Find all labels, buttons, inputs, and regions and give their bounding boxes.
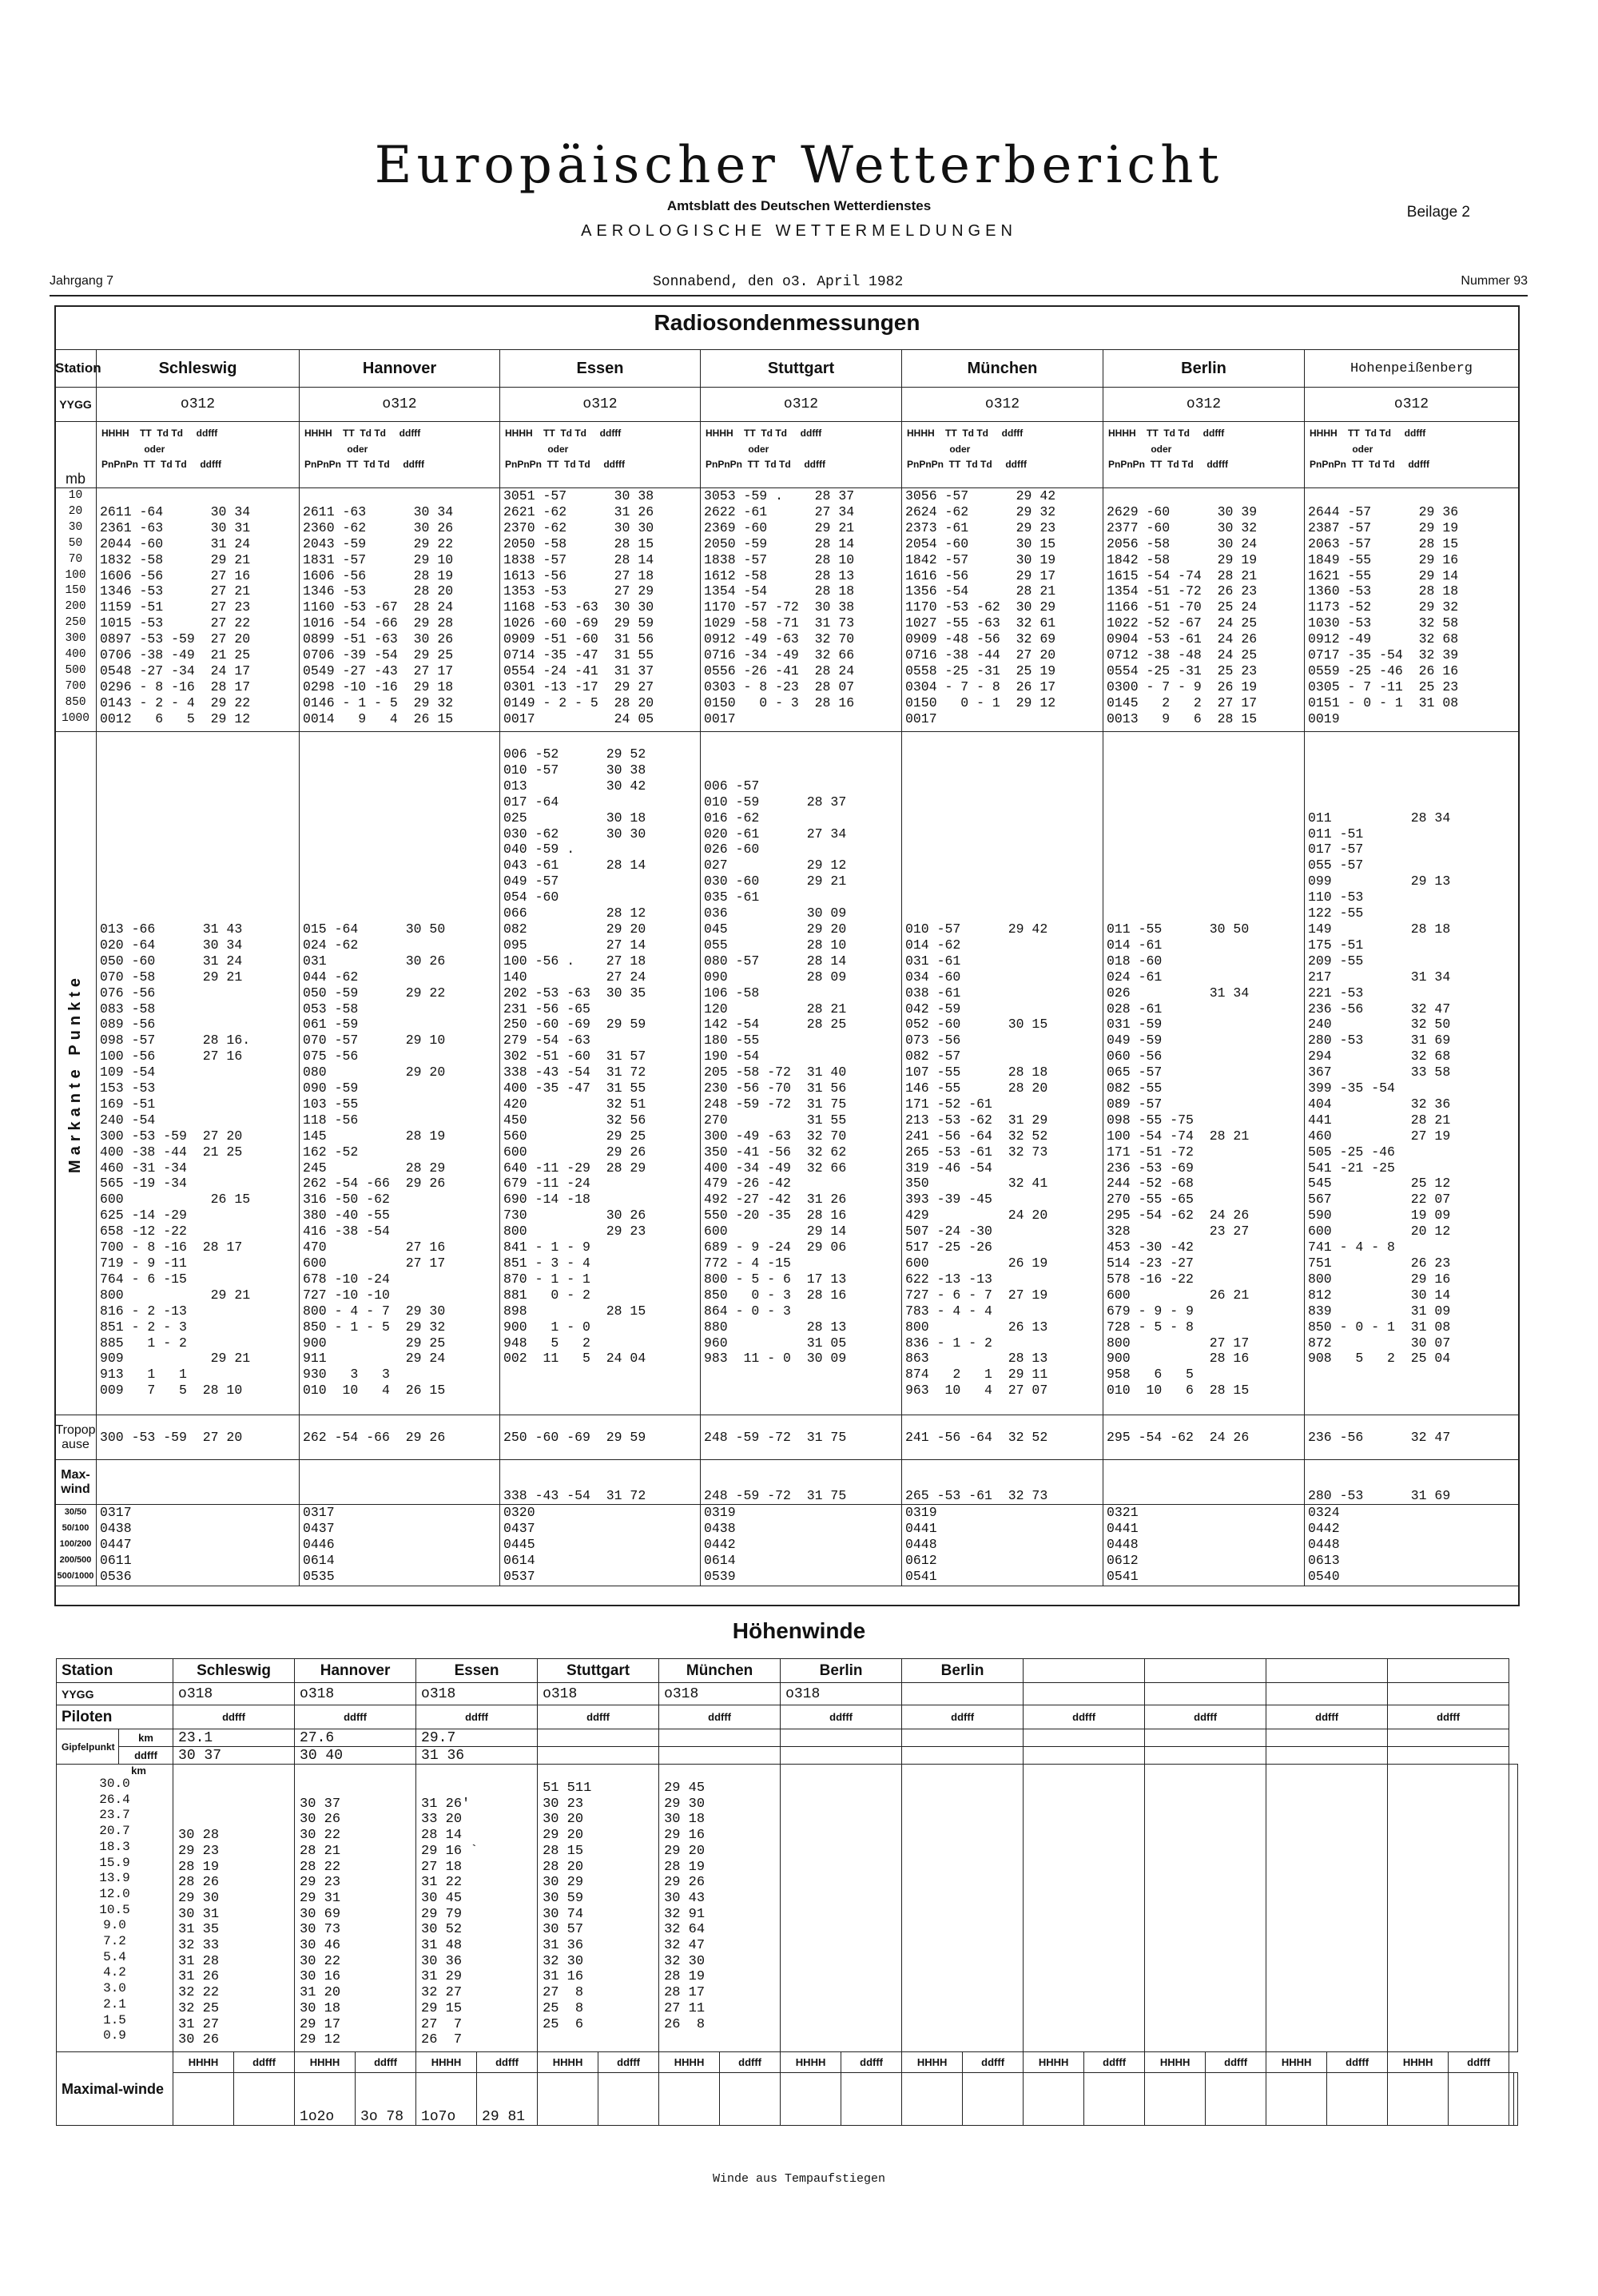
tropopause-value: 248 -59 -72 31 75 — [701, 1415, 902, 1460]
tropopause-label: Tropopause — [55, 1415, 97, 1460]
km-label: km — [119, 1729, 173, 1747]
station-name: Hannover — [300, 350, 500, 388]
markante-column: 011 28 34 011 -51 017 -57 055 -57 099 29 13 110 -53 122 -55 149 28 18 175 -51 209 -55 217 31 34 221 -53 236 -56 32 47 240 32 50 280 -53 31 69 294 32 68 367 33 58 399 -35 -54 404 32 36 441 28 21 460 27 19 505 -25 -46 541 -21 -25 545 25 12 567 22 07 590 19 09 600 20 12 741 - 4 - 8 751 26 23 800 29 16 812 30 14 839 31 09 850 - 0 - 1 31 08 872 30 07 908 5 2 25 04 — [1305, 732, 1519, 1415]
hw-station-name: Stuttgart — [538, 1659, 659, 1683]
shear-labels: 30/50 50/100 100/200 200/500 500/1000 — [55, 1505, 97, 1586]
std-levels-column: 2629 -60 30 39 2377 -60 30 32 2056 -58 30 24 1842 -58 29 19 1615 -54 -74 28 21 1354 -51 -72 26 23 1166 -51 -70 25 24 1022 -52 -67 24 25 0904 -53 -61 24 26 0712 -38 -48 24 25 0554 -25 -31 25 23 0300 - 7 - 9 26 19 0145 2 2 27 17 0013 9 6 28 15 — [1103, 488, 1305, 732]
ddfff-label: ddfff — [234, 2052, 295, 2073]
markante-column: 006 -57 010 -59 28 37 016 -62 020 -61 27 34 026 -60 027 29 12 030 -60 29 21 035 -61 036 30 09 045 29 20 055 28 10 080 -57 28 14 090 28 09 106 -58 120 28 21 142 -54 28 25 180 -55 190 -54 205 -58 -72 31 40 230 -56 -70 31 56 248 -59 -72 31 75 270 31 55 300 -49 -63 32 70 350 -41 -56 32 62 400 -34 -49 32 66 479 -26 -42 492 -27 -42 31 26 550 -20 -35 28 16 600 29 14 689 - 9 -24 29 06 772 - 4 -15 800 - 5 - 6 17 13 850 0 - 3 28 16 864 - 0 - 3 880 28 13 960 31 05 983 11 - 0 30 09 — [701, 732, 902, 1415]
code-header: HHHH TT Td Td ddfff oder PnPnPn TT Td Td ddfff — [500, 422, 701, 488]
markante-column: 013 -66 31 43 020 -64 30 34 050 -60 31 24 070 -58 29 21 076 -56 083 -58 089 -56 098 -57 28 16. 100 -56 27 16 109 -54 153 -53 169 -51 240 -54 300 -53 -59 27 20 400 -38 -44 21 25 460 -31 -34 565 -19 -34 600 26 15 625 -14 -29 658 -12 -22 700 - 8 -16 28 17 719 - 9 -11 764 - 6 -15 800 29 21 816 - 2 -13 851 - 2 - 3 885 1 - 2 909 29 21 913 1 1 009 7 5 28 10 — [97, 732, 300, 1415]
std-levels-column: 2644 -57 29 36 2387 -57 29 19 2063 -57 28 15 1849 -55 29 16 1621 -55 29 14 1360 -53 28 18 1173 -52 29 32 1030 -53 32 58 0912 -49 32 68 0717 -35 -54 32 39 0559 -25 -46 26 16 0305 - 7 -11 25 23 0151 - 0 - 1 31 08 0019 — [1305, 488, 1519, 732]
issue-date: Sonnabend, den o3. April 1982 — [653, 274, 904, 290]
ddfff-label: ddfff — [1327, 2052, 1388, 2073]
ddfff-label: ddfff — [119, 1747, 173, 1765]
hhhh-label: HHHH — [538, 2052, 598, 2073]
hw-station-name: Essen — [416, 1659, 538, 1683]
hhhh-label: HHHH — [781, 2052, 841, 2073]
maxwind-value: 248 -59 -72 31 75 — [701, 1460, 902, 1505]
ddfff-label: ddfff — [538, 1705, 659, 1729]
code-header: HHHH TT Td Td ddfff oder PnPnPn TT Td Td ddfff — [1103, 422, 1305, 488]
km-levels: km 30.0 26.4 23.7 20.7 18.3 15.9 13.9 12.0 10.5 9.0 7.2 5.4 4.2 3.0 2.1 1.5 0.9 — [57, 1765, 173, 2052]
station-name: München — [902, 350, 1103, 388]
hw-station-name: Hannover — [295, 1659, 416, 1683]
hw-yygg-label: YYGG — [57, 1683, 173, 1705]
ddfff-label: ddfff — [1206, 2052, 1266, 2073]
tropopause-value: 236 -56 32 47 — [1305, 1415, 1519, 1460]
hhhh-label: HHHH — [1145, 2052, 1206, 2073]
station-name: Hohenpeißenberg — [1305, 350, 1519, 388]
hw-station-name: Berlin — [902, 1659, 1024, 1683]
std-levels-column: 3053 -59 . 28 37 2622 -61 27 34 2369 -60 29 21 2050 -59 28 14 1838 -57 28 10 1612 -58 28 13 1354 -54 28 18 1170 -57 -72 30 38 1029 -58 -71 31 73 0912 -49 -63 32 70 0716 -34 -49 32 66 0556 -26 -41 28 24 0303 - 8 -23 28 07 0150 0 - 3 28 16 0017 — [701, 488, 902, 732]
ddfff-label: ddfff — [295, 1705, 416, 1729]
tropopause-value: 300 -53 -59 27 20 — [97, 1415, 300, 1460]
maxwind-label: Max-wind — [55, 1460, 97, 1505]
station-name: Essen — [500, 350, 701, 388]
hw-column: 30 37 30 26 30 22 28 21 28 22 29 23 29 31 30 69 30 73 30 46 30 22 30 16 31 20 30 18 29 17 29 12 — [295, 1765, 416, 2052]
markante-column: 011 -55 30 50 014 -61 018 -60 024 -61 026 31 34 028 -61 031 -59 049 -59 060 -56 065 -57 082 -55 089 -57 098 -55 -75 100 -54 -74 28 21 171 -51 -72 236 -53 -69 244 -52 -68 270 -55 -65 295 -54 -62 24 26 328 23 27 453 -30 -42 514 -23 -27 578 -16 -22 600 26 21 679 - 9 - 9 728 - 5 - 8 800 27 17 900 28 16 958 6 5 010 10 6 28 15 — [1103, 732, 1305, 1415]
hw-station-name: München — [659, 1659, 781, 1683]
markante-column: 010 -57 29 42 014 -62 031 -61 034 -60 038 -61 042 -59 052 -60 30 15 073 -56 082 -57 107 -55 28 18 146 -55 28 20 171 -52 -61 213 -53 -62 31 29 241 -56 -64 32 52 265 -53 -61 32 73 319 -46 -54 350 32 41 393 -39 -45 429 24 20 507 -24 -30 517 -25 -26 600 26 19 622 -13 -13 727 - 6 - 7 27 19 783 - 4 - 4 800 26 13 836 - 1 - 2 863 28 13 874 2 1 29 11 963 10 4 27 07 — [902, 732, 1103, 1415]
ddfff-label: ddfff — [841, 2052, 902, 2073]
ddfff-label: ddfff — [173, 1705, 295, 1729]
mb-levels: 10 20 30 50 70 100 150 200 250 300 400 500 700 850 1000 — [55, 488, 97, 732]
hhhh-label: HHHH — [173, 2052, 234, 2073]
maxwind-value — [1103, 1460, 1305, 1505]
subtitle: Amtsblatt des Deutschen Wetterdienstes — [666, 198, 932, 213]
hw-station-name: Schleswig — [173, 1659, 295, 1683]
masthead — [0, 136, 1598, 241]
std-levels-column: 3051 -57 30 38 2621 -62 31 26 2370 -62 30 30 2050 -58 28 15 1838 -57 28 14 1613 -56 27 18 1353 -53 27 29 1168 -53 -63 30 30 1026 -60 -69 29 59 0909 -51 -60 31 56 0714 -35 -47 31 55 0554 -24 -41 31 37 0301 -13 -17 29 27 0149 - 2 - 5 28 20 0017 24 05 — [500, 488, 701, 732]
tropopause-value: 241 -56 -64 32 52 — [902, 1415, 1103, 1460]
hw-station-name: Berlin — [781, 1659, 902, 1683]
gipfel-km: 23.1 — [173, 1729, 295, 1747]
yygg-value: o312 — [1305, 388, 1519, 422]
std-levels-column: 3056 -57 29 42 2624 -62 29 32 2373 -61 29 23 2054 -60 30 15 1842 -57 30 19 1616 -56 29 17 1356 -54 28 21 1170 -53 -62 30 29 1027 -55 -63 32 61 0909 -48 -56 32 69 0716 -38 -44 27 20 0558 -25 -31 25 19 0304 - 7 - 8 26 17 0150 0 - 1 29 12 0017 — [902, 488, 1103, 732]
hw-yygg-value: o318 — [538, 1683, 659, 1705]
ddfff-label: ddfff — [659, 1705, 781, 1729]
maxwind-value: 338 -43 -54 31 72 — [500, 1460, 701, 1505]
maxwind-ddfff: 3o 78 — [356, 2073, 416, 2126]
hhhh-label: HHHH — [1388, 2052, 1449, 2073]
ddfff-label: ddfff — [902, 1705, 1024, 1729]
yygg-value: o312 — [1103, 388, 1305, 422]
code-header: HHHH TT Td Td ddfff oder PnPnPn TT Td Td ddfff — [1305, 422, 1519, 488]
ddfff-label: ddfff — [416, 1705, 538, 1729]
ddfff-label: ddfff — [598, 2052, 659, 2073]
piloten-label: Piloten — [57, 1705, 173, 1729]
ddfff-label: ddfff — [1024, 1705, 1145, 1729]
hw-column: 51 511 30 23 30 20 29 20 28 15 28 20 30 29 30 59 30 74 30 57 31 36 32 30 31 16 27 8 25 8 25 6 — [538, 1765, 659, 2052]
maxwind-ddfff: 29 81 — [477, 2073, 538, 2126]
markante-column: 006 -52 29 52 010 -57 30 38 013 30 42 017 -64 025 30 18 030 -62 30 30 040 -59 . 043 -61 28 14 049 -57 054 -60 066 28 12 082 29 20 095 27 14 100 -56 . 27 18 140 27 24 202 -53 -63 30 35 231 -56 -65 250 -60 -69 29 59 279 -54 -63 302 -51 -60 31 57 338 -43 -54 31 72 400 -35 -47 31 55 420 32 51 450 32 56 560 29 25 600 29 26 640 -11 -29 28 29 679 -11 -24 690 -14 -18 730 30 26 800 29 23 841 - 1 - 9 851 - 3 - 4 870 - 1 - 1 881 0 - 2 898 28 15 900 1 - 0 948 5 2 002 11 5 24 04 — [500, 732, 701, 1415]
std-levels-column: 2611 -63 30 34 2360 -62 30 26 2043 -59 29 22 1831 -57 29 10 1606 -56 28 19 1346 -53 28 20 1160 -53 -67 28 24 1016 -54 -66 29 28 0899 -51 -63 30 26 0706 -39 -54 29 25 0549 -27 -43 27 17 0298 -10 -16 29 18 0146 - 1 - 5 29 32 0014 9 4 26 15 — [300, 488, 500, 732]
shear-column: 0317 0438 0447 0611 0536 — [97, 1505, 300, 1586]
hhhh-label: HHHH — [659, 2052, 720, 2073]
yygg-value: o312 — [97, 388, 300, 422]
maxwind-value: 265 -53 -61 32 73 — [902, 1460, 1103, 1505]
ddfff-label: ddfff — [1084, 2052, 1145, 2073]
jahrgang: Jahrgang 7 — [50, 274, 114, 288]
hw-column: 31 26' 33 20 28 14 29 16 ` 27 18 31 22 30 45 29 79 30 52 31 48 30 36 31 29 32 27 29 15 27 7 26 7 — [416, 1765, 538, 2052]
yygg-value: o312 — [902, 388, 1103, 422]
hhhh-label: HHHH — [295, 2052, 356, 2073]
hoehenwinde-table — [56, 1658, 1518, 2126]
maxwind-hhhh: 1o7o — [416, 2073, 477, 2126]
ddfff-label: ddfff — [356, 2052, 416, 2073]
shear-column: 0319 0438 0442 0614 0539 — [701, 1505, 902, 1586]
ddfff-label: ddfff — [781, 1705, 902, 1729]
mb-label: mb — [55, 422, 97, 488]
section-title: AEROLOGISCHE WETTERMELDUNGEN — [581, 222, 1017, 240]
dateline — [50, 274, 1528, 296]
ddfff-label: ddfff — [477, 2052, 538, 2073]
hw-column: 30 28 29 23 28 19 28 26 29 30 30 31 31 35 32 33 31 28 31 26 32 22 32 25 31 27 30 26 — [173, 1765, 295, 2052]
gipfel-ddfff: 31 36 — [416, 1747, 538, 1765]
tropopause-value: 262 -54 -66 29 26 — [300, 1415, 500, 1460]
hhhh-label: HHHH — [902, 2052, 963, 2073]
ddfff-label: ddfff — [1388, 1705, 1509, 1729]
hw-yygg-value: o318 — [295, 1683, 416, 1705]
markante-column: 015 -64 30 50 024 -62 031 30 26 044 -62 050 -59 29 22 053 -58 061 -59 070 -57 29 10 075 -56 080 29 20 090 -59 103 -55 118 -56 145 28 19 162 -52 245 28 29 262 -54 -66 29 26 316 -50 -62 380 -40 -55 416 -38 -54 470 27 16 600 27 17 678 -10 -24 727 -10 -10 800 - 4 - 7 29 30 850 - 1 - 5 29 32 900 29 25 911 29 24 930 3 3 010 10 4 26 15 — [300, 732, 500, 1415]
code-header: HHHH TT Td Td ddfff oder PnPnPn TT Td Td ddfff — [97, 422, 300, 488]
hw-column: 29 45 29 30 30 18 29 16 29 20 28 19 29 26 30 43 32 91 32 64 32 47 32 30 28 19 28 17 27 11 26 8 — [659, 1765, 781, 2052]
shear-column: 0324 0442 0448 0613 0540 — [1305, 1505, 1519, 1586]
code-header: HHHH TT Td Td ddfff oder PnPnPn TT Td Td ddfff — [300, 422, 500, 488]
yygg-value: o312 — [300, 388, 500, 422]
shear-column: 0320 0437 0445 0614 0537 — [500, 1505, 701, 1586]
station-label: Station — [55, 350, 97, 388]
hhhh-label: HHHH — [416, 2052, 477, 2073]
hw-yygg-value: o318 — [659, 1683, 781, 1705]
shear-column: 0321 0441 0448 0612 0541 — [1103, 1505, 1305, 1586]
hw-yygg-value: o318 — [781, 1683, 902, 1705]
gipfel-ddfff: 30 37 — [173, 1747, 295, 1765]
std-levels-column: 2611 -64 30 34 2361 -63 30 31 2044 -60 31 24 1832 -58 29 21 1606 -56 27 16 1346 -53 27 21 1159 -51 27 23 1015 -53 27 22 0897 -53 -59 27 20 0706 -38 -49 21 25 0548 -27 -34 24 17 0296 - 8 -16 28 17 0143 - 2 - 4 29 22 0012 6 5 29 12 — [97, 488, 300, 732]
ddfff-label: ddfff — [1449, 2052, 1509, 2073]
radiosonde-table — [54, 349, 1519, 1586]
shear-column: 0319 0441 0448 0612 0541 — [902, 1505, 1103, 1586]
hhhh-label: HHHH — [1024, 2052, 1084, 2073]
station-name: Stuttgart — [701, 350, 902, 388]
hoehenwinde-title: Höhenwinde — [732, 1618, 866, 1643]
radiosonde-title: Radiosondenmessungen — [654, 310, 920, 335]
footer-note: Winde aus Tempaufstiegen — [712, 2172, 886, 2186]
station-name: Berlin — [1103, 350, 1305, 388]
shear-column: 0317 0437 0446 0614 0535 — [300, 1505, 500, 1586]
maximalwinde-label: Maximal-winde — [57, 2052, 173, 2126]
beilage-label: Beilage 2 — [1406, 204, 1470, 221]
maxwind-value: 280 -53 31 69 — [1305, 1460, 1519, 1505]
hw-yygg-value: o318 — [416, 1683, 538, 1705]
yygg-label: YYGG — [55, 388, 97, 422]
gipfel-km: 27.6 — [295, 1729, 416, 1747]
page-title: Europäischer Wetterbericht — [374, 136, 1224, 195]
gipfel-ddfff: 30 40 — [295, 1747, 416, 1765]
ddfff-label: ddfff — [963, 2052, 1024, 2073]
markante-punkte-label: Markante Punkte — [55, 732, 97, 1415]
issue-number: Nummer 93 — [1461, 274, 1528, 288]
tropopause-value: 250 -60 -69 29 59 — [500, 1415, 701, 1460]
hw-station-label: Station — [57, 1659, 173, 1683]
ddfff-label: ddfff — [720, 2052, 781, 2073]
maxwind-value — [300, 1460, 500, 1505]
gipfelpunkt-label: Gipfelpunkt — [57, 1729, 119, 1765]
ddfff-label: ddfff — [1266, 1705, 1388, 1729]
tropopause-value: 295 -54 -62 24 26 — [1103, 1415, 1305, 1460]
hw-yygg-value: o318 — [173, 1683, 295, 1705]
hhhh-label: HHHH — [1266, 2052, 1327, 2073]
ddfff-label: ddfff — [1145, 1705, 1266, 1729]
yygg-value: o312 — [701, 388, 902, 422]
code-header: HHHH TT Td Td ddfff oder PnPnPn TT Td Td ddfff — [701, 422, 902, 488]
station-name: Schleswig — [97, 350, 300, 388]
gipfel-km: 29.7 — [416, 1729, 538, 1747]
maxwind-hhhh: 1o2o — [295, 2073, 356, 2126]
maxwind-value — [97, 1460, 300, 1505]
yygg-value: o312 — [500, 388, 701, 422]
code-header: HHHH TT Td Td ddfff oder PnPnPn TT Td Td ddfff — [902, 422, 1103, 488]
